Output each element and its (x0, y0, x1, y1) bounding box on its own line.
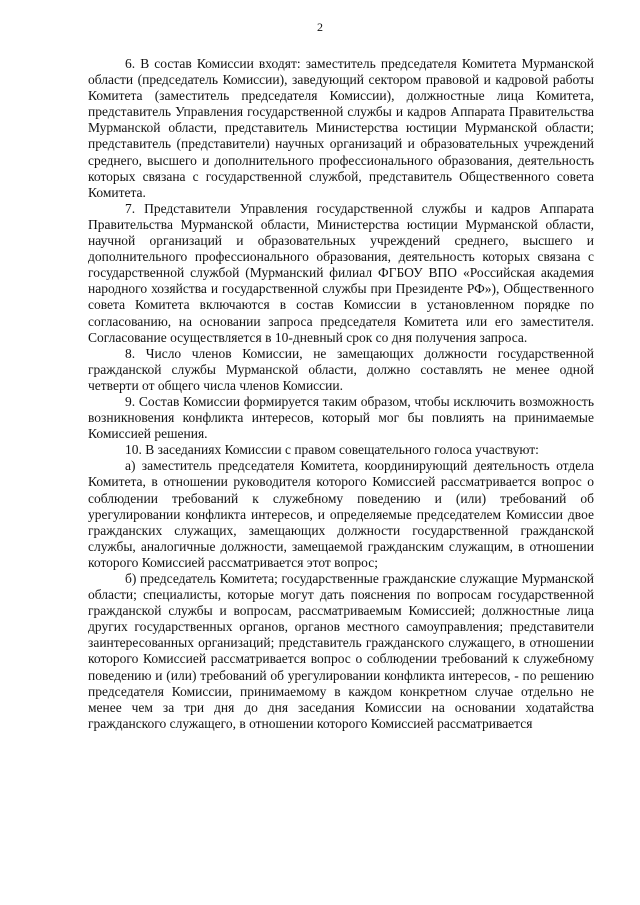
paragraph-10b: б) председатель Комитета; государственные гражданские служащие Мурманской области; специалисты, которые могут дать пояснения по вопросам государственной гражданской службы и вопросам, рассматриваемым Комиссией; должностные лица других государственных органов, органов местного самоуправления; представители заинтересованных организаций; представитель гражданского служащего, в отношении которого Комиссией рассматривается вопрос о соблюдении требований к служебному поведению и (или) требований об урегулировании конфликта интересов, - по решению председателя Комиссии, принимаемому в каждом конкретном случае отдельно не менее чем за три дня до дня заседания Комиссии на основании ходатайства гражданского служащего, в отношении которого Комиссией рассматривается (88, 571, 594, 731)
paragraph-9: 9. Состав Комиссии формируется таким образом, чтобы исключить возможность возникновения конфликта интересов, который мог бы повлиять на принимаемые Комиссией решения. (88, 393, 594, 442)
page-number: 2 (317, 20, 323, 34)
paragraph-10: 10. В заседаниях Комиссии с правом совещательного голоса участвуют: (125, 442, 539, 458)
paragraph-6: 6. В состав Комиссии входят: заместитель председателя Комитета Мурманской области (председатель Комиссии), заведующий сектором правовой и кадровой работы Комитета (заместитель председателя Комиссии), должностные лица Комитета, представитель Управления государственной службы и кадров Аппарата Правительства Мурманской области, представитель Министерства юстиции Мурманской области; представитель (представители) научных организаций и образовательных учреждений среднего, высшего и дополнительного профессионального образования, деятельность которых связана с государственной службой, представитель Общественного совета Комитета. (88, 56, 594, 200)
document-body (88, 56, 594, 732)
paragraph-7: 7. Представители Управления государственной службы и кадров Аппарата Правительства Мурманской области, Министерства юстиции Мурманской области, научной организаций и образовательных учреждений среднего, высшего и дополнительного профессионального образования, деятельность которых связана с государственной службой (Мурманский филиал ФГБОУ ВПО «Российская академия народного хозяйства и государственной службы при Президенте РФ»), Общественного совета Комитета включаются в состав Комиссии в установленном порядке по согласованию, на основании запроса председателя Комитета или его заместителя. Согласование осуществляется в 10-дневный срок со дня получения запроса. (88, 200, 594, 345)
paragraph-10a: а) заместитель председателя Комитета, координирующий деятельность отдела Комитета, в отношении руководителя которого Комиссией рассматривается вопрос о соблюдении требований к служебному поведению и (или) требований об урегулировании конфликта интересов, и определяемые председателем Комиссии двое гражданских служащих, замещающих должности государственной гражданской службы, аналогичные должности, замещаемой гражданским служащим, в отношении которого Комиссией рассматривается этот вопрос; (88, 458, 594, 570)
paragraph-8: 8. Число членов Комиссии, не замещающих должности государственной гражданской службы Мурманской области, должно составлять не менее одной четверти от общего числа членов Комиссии. (88, 345, 594, 393)
